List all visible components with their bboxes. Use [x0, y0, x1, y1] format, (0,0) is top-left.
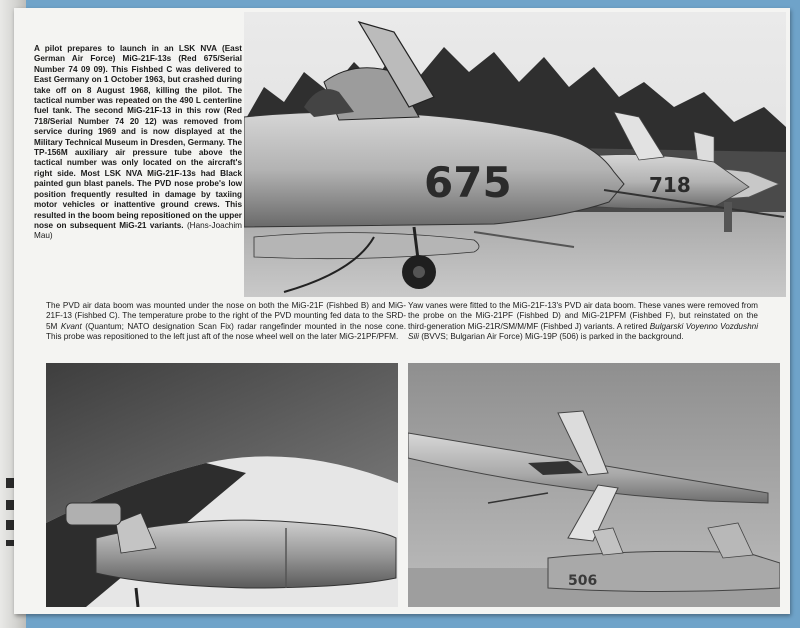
photo-credit: (Hans-Joachim Mau): [34, 220, 242, 241]
right-photo-caption: Yaw vanes were fitted to the MiG-21F-13's PVD air data boom. These vanes were removed from the probe on the MiG-21PF (Fishbed D) and MiG-21PFM (Fishbed F), but reinstated on the third-generation MiG-21R/SM/M/MF (Fishbed J) variants. A retired Bulgarski Voyenno Vozdushni Sili (BVVS; Bulgarian Air Force) MiG-19P (506) is parked in the background.: [408, 301, 759, 342]
tactical-number-675: 675: [424, 158, 512, 207]
top-photo-mig21-lineup: [244, 12, 786, 297]
tactical-number-718: 718: [649, 173, 691, 197]
top-photo-caption: [34, 44, 242, 242]
left-photo-caption: The PVD air data boom was mounted under the nose on both the MiG-21F (Fishbed B) and MiG-21F-13 (Fishbed C). The temperature probe to the right of the PVD mounting fed data to the SRD-5M Kvant (Quantum; NATO designation Scan Fix) radar rangefinder mounted in the nose cone. This probe was repositioned to the left just aft of the nose wheel well on the later MiG-21PF/PFM.: [46, 301, 406, 342]
tactical-number-506: 506: [568, 573, 598, 589]
bottom-left-photo-pvd-mount: [46, 363, 398, 607]
caption-text: A pilot prepares to launch in an LSK NVA (East German Air Force) MiG-21F-13s (Red 675/Serial Number 74 09 09). This Fishbed C was delivered to East Germany on 1 October 1963, but crashed during take off on 8 August 1968, killing the pilot. The tactical number was repeated on the 490 L centerline fuel tank. The second MiG-21F-13 in this row (Red 718/Serial Number 74 20 12) was removed from service during 1969 and is now displayed at the Military Technical Museum in Dresden, Germany. The TP-156M auxiliary air pressure tube above the tactical number was only located on the aircraft's right side. Most LSK NVA MiG-21F-13s had Black painted gun blast panels. The PVD nose probe's low position frequently resulted in damage by taxiing motor vehicles or inattentive ground crews. This resulted in the boom being repositioned on the upper nose on subsequent MiG-21 variants.: [34, 44, 242, 230]
bottom-right-photo-yaw-vanes: [408, 363, 780, 607]
book-page: [14, 8, 790, 614]
